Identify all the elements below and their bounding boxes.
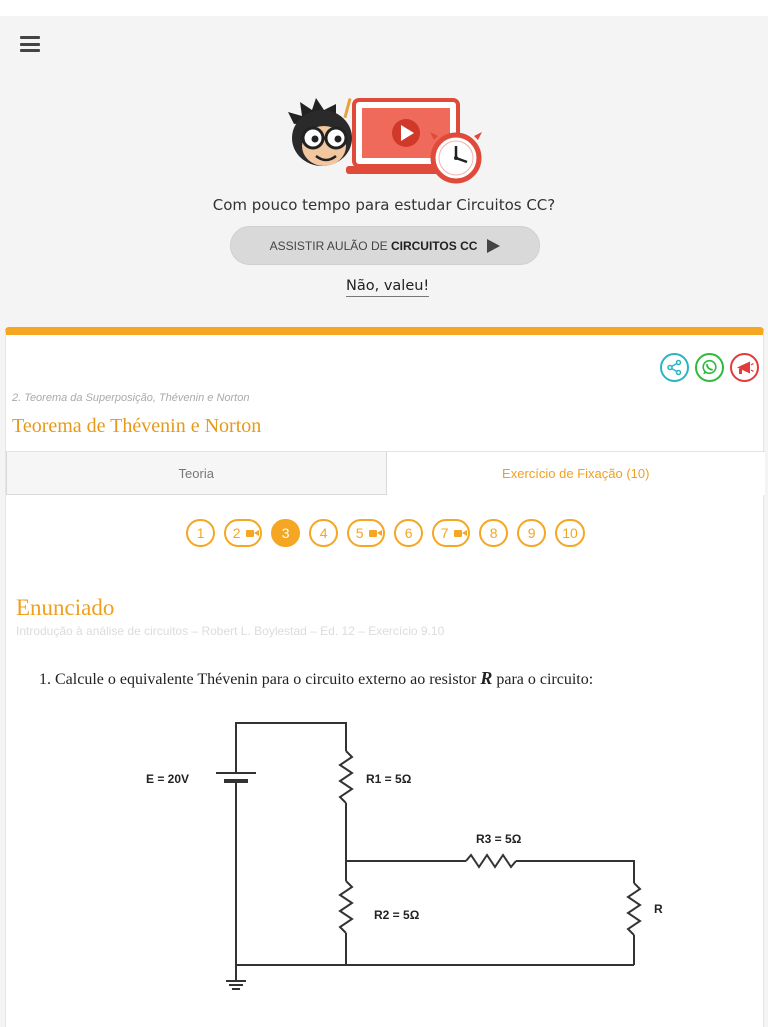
pager-item-4[interactable]: 4 <box>309 519 338 547</box>
dismiss-link[interactable]: Não, valeu! <box>346 278 429 297</box>
pager-item-7[interactable]: 7 <box>432 519 470 547</box>
promo-text: Com pouco tempo para estudar Circuitos CC? <box>212 196 556 214</box>
tab-teoria[interactable]: Teoria <box>6 452 387 495</box>
circuit-diagram <box>126 715 663 995</box>
r2-label: R2 = 5Ω <box>374 908 420 922</box>
pager-item-8[interactable]: 8 <box>479 519 508 547</box>
video-camera-icon <box>369 530 377 537</box>
statement-heading: Enunciado <box>16 595 115 620</box>
breadcrumb[interactable]: 2. Teorema da Superposição, Thévenin e Norton <box>12 392 250 404</box>
tab-bar <box>6 451 765 495</box>
exercise-pager <box>6 519 765 547</box>
pager-item-3[interactable]: 3 <box>271 519 300 547</box>
statement-reference: Introdução à análise de circuitos – Robert L. Boylestad – Ed. 12 – Exercício 9.10 <box>16 624 445 638</box>
video-camera-icon <box>246 530 254 537</box>
whatsapp-icon[interactable] <box>695 353 724 382</box>
top-strip <box>0 0 768 16</box>
watch-lesson-button[interactable] <box>230 226 540 265</box>
source-label: E = 20V <box>146 772 190 786</box>
pager-item-9[interactable]: 9 <box>517 519 546 547</box>
content-card <box>5 327 764 1027</box>
watch-lesson-label: ASSISTIR AULÃO DE CIRCUITOS CC <box>269 238 478 253</box>
play-icon <box>487 239 500 253</box>
report-icon[interactable] <box>730 353 759 382</box>
pager-item-6[interactable]: 6 <box>394 519 423 547</box>
pager-item-10[interactable]: 10 <box>555 519 585 547</box>
pager-item-5[interactable]: 5 <box>347 519 385 547</box>
share-actions <box>660 353 759 382</box>
page-title: Teorema de Thévenin e Norton <box>12 415 262 437</box>
tab-exercicio-fixacao[interactable]: Exercício de Fixação (10) <box>387 452 766 495</box>
menu-icon[interactable] <box>20 36 40 52</box>
promo-illustration <box>286 94 486 186</box>
video-camera-icon <box>454 530 462 537</box>
pager-item-1[interactable]: 1 <box>186 519 215 547</box>
r-label: R <box>654 902 663 916</box>
question-text: 1. Calcule o equivalente Thévenin para o circuito externo ao resistor R para o circuito: <box>39 668 594 688</box>
pager-item-2[interactable]: 2 <box>224 519 262 547</box>
r3-label: R3 = 5Ω <box>476 832 522 846</box>
share-icon[interactable] <box>660 353 689 382</box>
r1-label: R1 = 5Ω <box>366 772 412 786</box>
monkey-mascot-icon <box>288 98 352 166</box>
